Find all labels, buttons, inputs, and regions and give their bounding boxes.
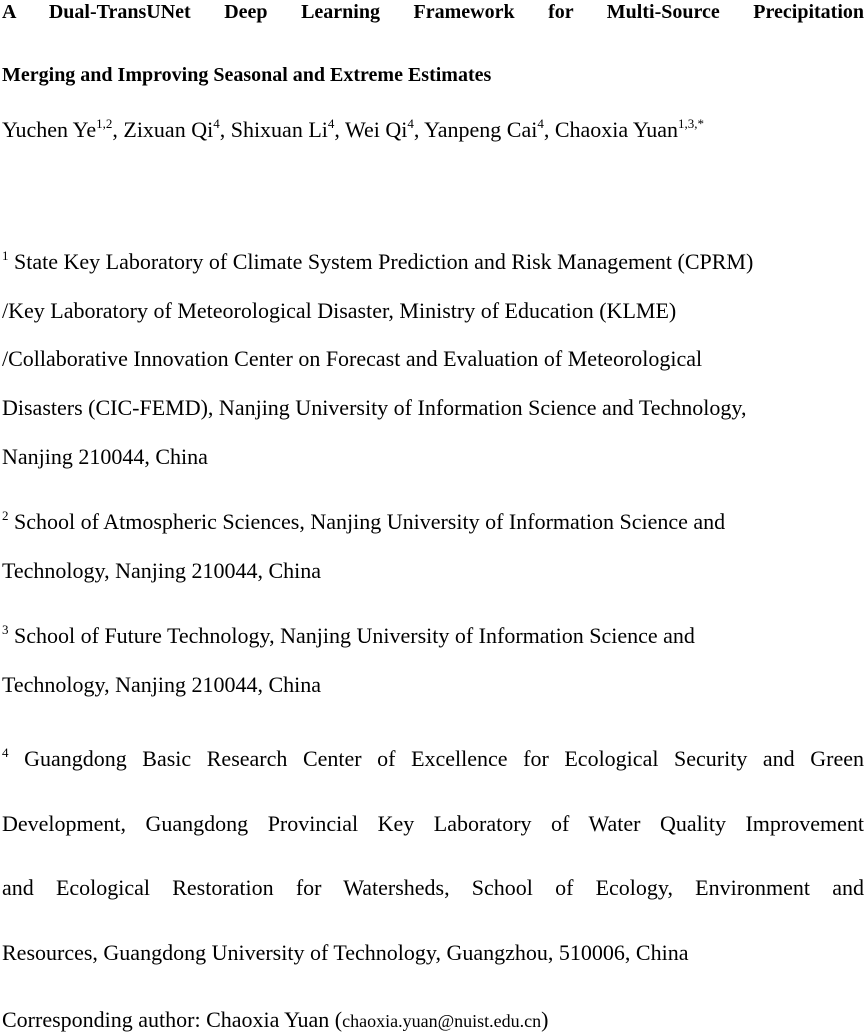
affiliation-1-line: Disasters (CIC-FEMD), Nanjing University of Information Science and Technology, [2, 395, 747, 420]
affiliation-2-line: $^2$ School of Atmospheric Sciences, Nanjing University of Information Science and [2, 508, 726, 534]
affiliation-4-line: $^4$ Guangdong Basic Research Center of Excellence for Ecological Security and Green [2, 745, 864, 771]
author: Yuchen Ye$^{1,2}$ [2, 116, 113, 142]
affiliation-4-line: and Ecological Restoration for Watersheds, School of Ecology, Environment and [2, 875, 864, 900]
affiliation-1-line: /Collaborative Innovation Center on Forecast and Evaluation of Meteorological [2, 346, 703, 371]
affiliation-1-line: Nanjing 210044, China [2, 444, 208, 469]
affiliation-3-line: Technology, Nanjing 210044, China [2, 672, 322, 697]
corresponding-author: Corresponding author: Chaoxia Yuan (chaoxia.yuan@nuist.edu.cn) [2, 1007, 549, 1032]
affiliation-4-line: Development, Guangdong Provincial Key Laboratory of Water Quality Improvement [2, 811, 864, 836]
affiliation-1-line: $^1$ State Key Laboratory of Climate System Prediction and Risk Management (CPRM) [2, 248, 754, 274]
author: Zixuan Qi$^4$ [123, 116, 220, 142]
affiliation-3-line: $^3$ School of Future Technology, Nanjing University of Information Science and [2, 622, 695, 648]
affiliation-4-line: Resources, Guangdong University of Technology, Guangzhou, 510006, China [2, 940, 689, 965]
affiliation-1-line: /Key Laboratory of Meteorological Disaster, Ministry of Education (KLME) [2, 298, 677, 323]
affiliation-2-line: Technology, Nanjing 210044, China [2, 558, 322, 583]
author: Chaoxia Yuan$^{1,3,*}$ [554, 116, 705, 142]
author: Shixuan Li$^4$ [230, 116, 335, 142]
paper-title-line-2: Merging and Improving Seasonal and Extreme Estimates [2, 64, 492, 86]
paper-title-line-1: A Dual-TransUNet Deep Learning Framework for Multi-Source Precipitation [2, 1, 864, 23]
author: Wei Qi$^4$ [344, 116, 414, 142]
author: Yanpeng Cai$^4$ [424, 116, 544, 142]
author-list: Yuchen Ye$^{1,2}$, Zixuan Qi$^4$, Shixuan Li$^4$, Wei Qi$^4$, Yanpeng Cai$^4$, Chaoxia Yuan$^{1,3,*}$ [2, 116, 705, 142]
corresponding-email[interactable]: chaoxia.yuan@nuist.edu.cn [342, 1011, 542, 1031]
